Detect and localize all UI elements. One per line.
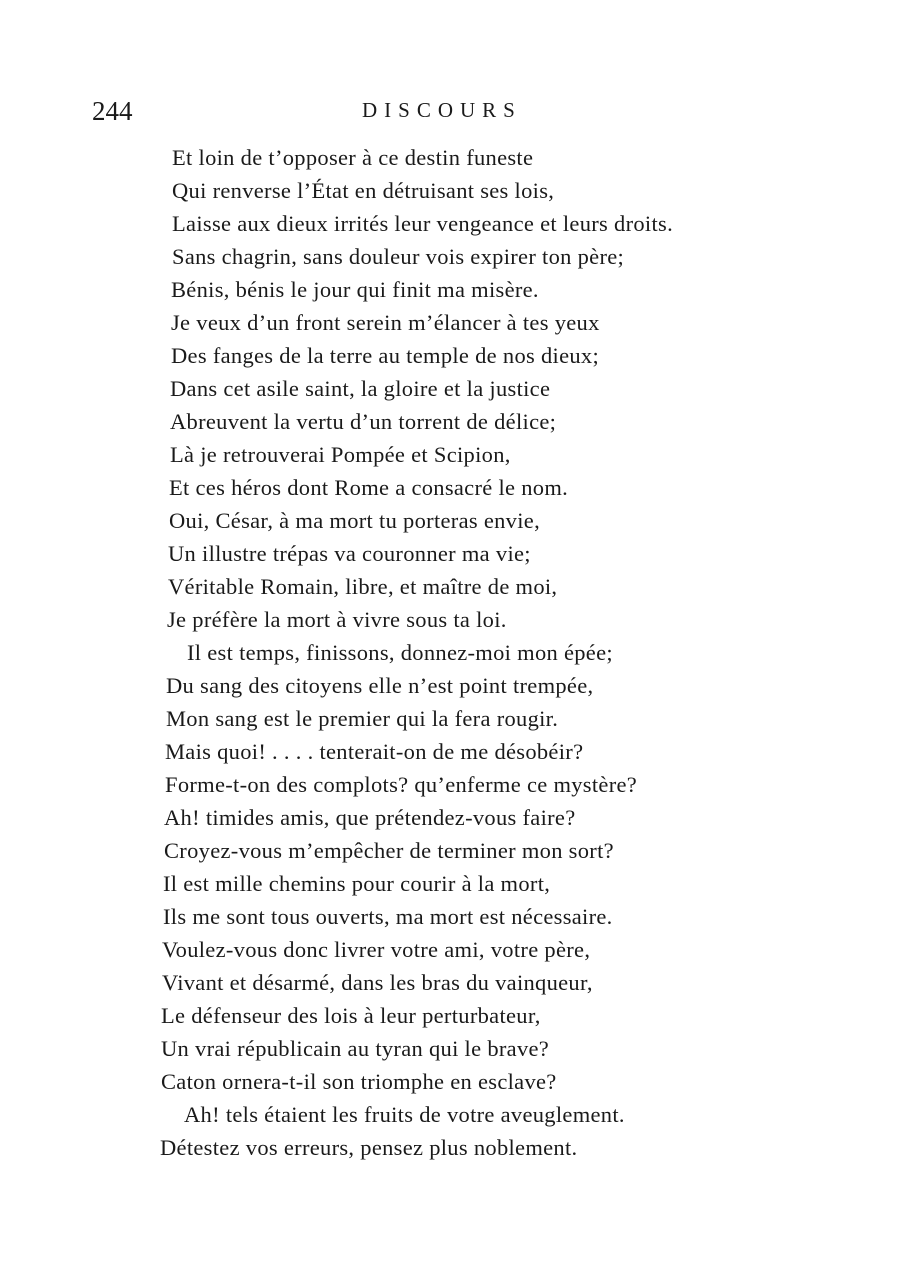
verse-line: Des fanges de la terre au temple de nos dieux; xyxy=(171,343,600,368)
verse-line: Sans chagrin, sans douleur vois expirer ton père; xyxy=(172,244,625,269)
verse-line: Du sang des citoyens elle n’est point trempée, xyxy=(166,673,594,698)
page-header xyxy=(0,96,900,130)
verse-line: Ils me sont tous ouverts, ma mort est nécessaire. xyxy=(163,904,613,929)
verse-line: Bénis, bénis le jour qui finit ma misère. xyxy=(171,277,539,302)
verse-line: Ah! timides amis, que prétendez-vous faire? xyxy=(164,805,576,830)
verse-line: Voulez-vous donc livrer votre ami, votre père, xyxy=(162,937,591,962)
verse-line: Dans cet asile saint, la gloire et la justice xyxy=(170,376,551,401)
verse-line: Croyez-vous m’empêcher de terminer mon sort? xyxy=(164,838,614,863)
verse-line: Abreuvent la vertu d’un torrent de délice; xyxy=(170,409,557,434)
verse-line: Vivant et désarmé, dans les bras du vainqueur, xyxy=(162,970,593,995)
verse-line: Forme-t-on des complots? qu’enferme ce mystère? xyxy=(165,772,638,797)
verse-line: Un illustre trépas va couronner ma vie; xyxy=(168,541,531,566)
running-title: DISCOURS xyxy=(362,98,522,122)
verse-line: Oui, César, à ma mort tu porteras envie, xyxy=(169,508,540,533)
verse-line: Il est mille chemins pour courir à la mort, xyxy=(163,871,551,896)
verse-line: Un vrai républicain au tyran qui le brave? xyxy=(161,1036,550,1061)
verse-line: Caton ornera-t-il son triomphe en esclave? xyxy=(161,1069,557,1094)
verse-line: Je préfère la mort à vivre sous ta loi. xyxy=(167,607,507,632)
verse-line: Détestez vos erreurs, pensez plus noblement. xyxy=(160,1135,578,1160)
page-number: 244 xyxy=(92,96,133,126)
verse-line: Mais quoi! . . . . tenterait-on de me désobéir? xyxy=(165,739,584,764)
verse-line: Le défenseur des lois à leur perturbateur, xyxy=(161,1003,541,1028)
verse-line: Laisse aux dieux irrités leur vengeance et leurs droits. xyxy=(172,211,673,236)
verse-line: Qui renverse l’État en détruisant ses lois, xyxy=(172,178,555,203)
verse-line: Là je retrouverai Pompée et Scipion, xyxy=(170,442,511,467)
verse-line: Véritable Romain, libre, et maître de moi, xyxy=(168,574,558,599)
verse-line: Et loin de t’opposer à ce destin funeste xyxy=(172,145,534,170)
verse-line: Il est temps, finissons, donnez-moi mon épée; xyxy=(187,640,613,665)
verse-line: Mon sang est le premier qui la fera rougir. xyxy=(166,706,559,731)
verse-line: Je veux d’un front serein m’élancer à tes yeux xyxy=(171,310,600,335)
verse-line: Et ces héros dont Rome a consacré le nom. xyxy=(169,475,569,500)
verse-line: Ah! tels étaient les fruits de votre aveuglement. xyxy=(184,1102,625,1127)
